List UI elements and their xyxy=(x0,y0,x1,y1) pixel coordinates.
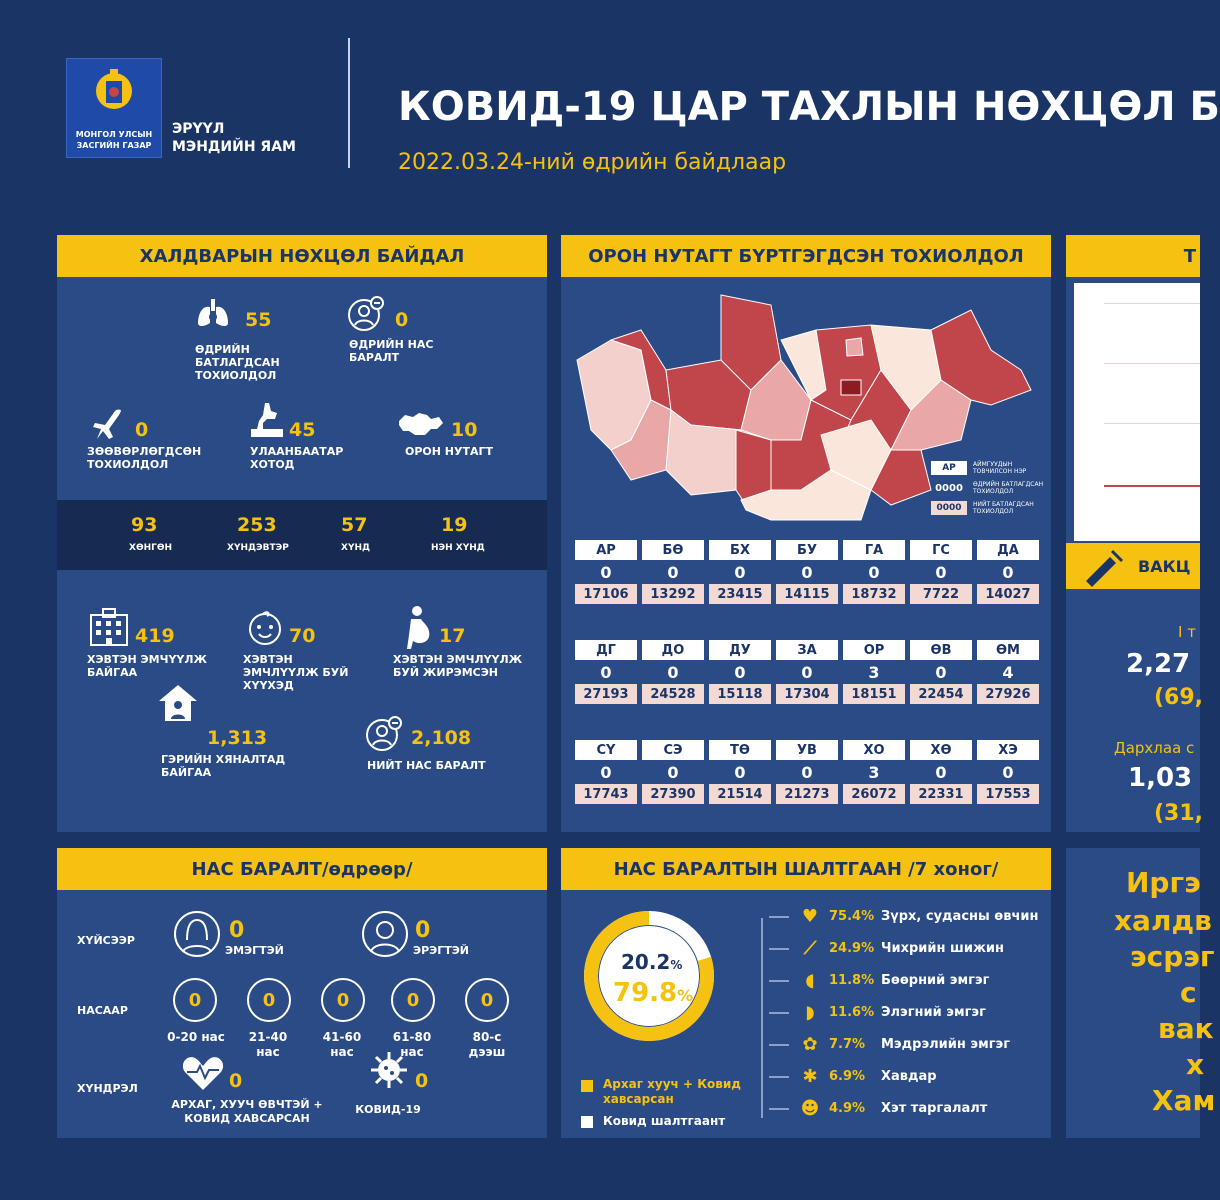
covid-only-label: КОВИД-19 xyxy=(355,1103,421,1116)
region-code: ДГ xyxy=(575,640,637,660)
page-subtitle: 2022.03.24-ний өдрийн байдлаар xyxy=(398,150,787,175)
ulaanbaatar-value: 45 xyxy=(289,419,316,441)
region-cell xyxy=(910,640,972,704)
region-code: ХО xyxy=(843,740,905,760)
severity-band xyxy=(57,500,547,570)
region-cell xyxy=(575,640,637,704)
region-daily: 0 xyxy=(667,562,679,582)
infection-heading: ХАЛДВАРЫН НӨХЦӨЛ БАЙДАЛ xyxy=(57,235,547,277)
region-daily: 0 xyxy=(1002,762,1014,782)
infection-panel xyxy=(57,235,547,832)
by-age-label: НАСААР xyxy=(77,1004,128,1017)
cause-tick xyxy=(769,1012,789,1014)
legend-yellow-label: Архаг хууч + Ковид хавсарсан xyxy=(603,1077,741,1106)
total-deaths-value: 2,108 xyxy=(411,727,472,749)
region-code: ГА xyxy=(843,540,905,560)
cause-item xyxy=(769,1002,986,1023)
booster-value: 1,03 xyxy=(1128,763,1193,793)
emblem xyxy=(66,58,162,158)
vaccine-heading: Т xyxy=(1066,235,1200,277)
donut-small-pct: 20.2% xyxy=(621,950,683,974)
region-total: 7722 xyxy=(910,584,972,604)
region-cell xyxy=(709,640,771,704)
region-total: 17106 xyxy=(575,584,637,604)
vaccine-section-bar xyxy=(1066,543,1200,589)
region-row xyxy=(575,540,1039,604)
severity-mild-label: ХӨНГӨН xyxy=(129,543,173,553)
age-61-80-value: 0 xyxy=(391,978,435,1022)
region-cell xyxy=(776,640,838,704)
page-title: КОВИД-19 ЦАР ТАХЛЫН НӨХЦӨЛ Б xyxy=(398,84,1220,130)
heart-pulse-icon xyxy=(181,1054,225,1092)
person-minus-icon-total xyxy=(365,715,403,753)
age-80-plus-value: 0 xyxy=(465,978,509,1022)
causes-panel xyxy=(561,848,1051,1138)
region-daily: 3 xyxy=(868,762,880,782)
cause-pct: 24.9% xyxy=(829,941,875,956)
kidney-icon: ◖ xyxy=(805,970,815,991)
region-total: 21514 xyxy=(709,784,771,804)
region-daily: 4 xyxy=(1002,662,1014,682)
ulaanbaatar-label: УЛААНБААТАР ХОТОД xyxy=(250,445,344,471)
severity-severe-label: ХҮНД xyxy=(341,543,371,553)
age-0-20-label: 0-20 нас xyxy=(167,1030,225,1044)
children-value: 70 xyxy=(289,625,316,647)
region-total: 18151 xyxy=(843,684,905,704)
causes-heading: НАС БАРАЛТЫН ШАЛТГААН /7 хоног/ xyxy=(561,848,1051,890)
cause-label: Мэдрэлийн эмгэг xyxy=(881,1037,1011,1052)
region-code: ДО xyxy=(642,640,704,660)
region-code: ЗА xyxy=(776,640,838,660)
daily-deaths-label: ӨДРИЙН НАС БАРАЛТ xyxy=(349,338,434,364)
region-row xyxy=(575,740,1039,804)
cause-pct: 6.9% xyxy=(829,1069,866,1084)
total-deaths-label: НИЙТ НАС БАРАЛТ xyxy=(367,759,486,772)
cause-tick xyxy=(769,948,789,950)
region-code: ӨМ xyxy=(977,640,1039,660)
region-code: ТӨ xyxy=(709,740,771,760)
region-cell xyxy=(575,740,637,804)
cause-donut-chart xyxy=(579,906,719,1046)
cause-item xyxy=(769,938,1004,959)
chart-gridline xyxy=(1104,303,1200,304)
region-cell xyxy=(575,540,637,604)
region-daily: 0 xyxy=(734,562,746,582)
legend-white-swatch xyxy=(581,1116,593,1128)
region-daily: 0 xyxy=(734,662,746,682)
region-total: 21273 xyxy=(776,784,838,804)
hospitalized-value: 419 xyxy=(135,625,175,647)
region-daily: 0 xyxy=(1002,562,1014,582)
female-value: 0 xyxy=(229,918,245,943)
home-label: ГЭРИЙН ХЯНАЛТАД БАЙГАА xyxy=(161,753,286,779)
region-code: УВ xyxy=(776,740,838,760)
cause-label: Зүрх, судасны өвчин xyxy=(881,909,1039,924)
legend-yellow-swatch xyxy=(581,1080,593,1092)
region-daily: 3 xyxy=(868,662,880,682)
rural-value: 10 xyxy=(451,419,478,441)
region-row xyxy=(575,640,1039,704)
region-total: 27926 xyxy=(977,684,1039,704)
imported-label: ЗӨӨВӨРЛӨГДСӨН ТОХИОЛДОЛ xyxy=(87,445,202,471)
daily-confirmed-label: ӨДРИЙН БАТЛАГДСАН ТОХИОЛДОЛ xyxy=(195,343,280,382)
cause-tick xyxy=(769,1044,789,1046)
region-total: 22454 xyxy=(910,684,972,704)
tumor-icon: ✱ xyxy=(802,1066,818,1087)
region-code: ӨВ xyxy=(910,640,972,660)
obesity-icon: ☻ xyxy=(800,1098,820,1119)
message-line: вак xyxy=(1158,1012,1214,1045)
cause-pct: 11.8% xyxy=(829,973,875,988)
region-cell xyxy=(642,740,704,804)
lungs-icon xyxy=(195,297,231,329)
hospital-icon xyxy=(87,607,131,647)
region-code: БХ xyxy=(709,540,771,560)
pregnant-icon xyxy=(403,605,435,649)
severity-critical-value: 19 xyxy=(441,514,468,536)
vaccine-section-label: ВАКЦ xyxy=(1138,557,1191,576)
pregnant-value: 17 xyxy=(439,625,466,647)
region-total: 17743 xyxy=(575,784,637,804)
cause-list xyxy=(769,906,1049,1136)
home-icon xyxy=(157,683,199,723)
age-21-40-value: 0 xyxy=(247,978,291,1022)
dose1-pct: (69, xyxy=(1154,685,1204,710)
pregnant-label: ХЭВТЭН ЭМЧЛҮҮЛЖ БУЙ ЖИРЭМСЭН xyxy=(393,653,523,679)
chart-gridline xyxy=(1104,423,1200,424)
region-total: 14027 xyxy=(977,584,1039,604)
daily-deaths-value: 0 xyxy=(395,309,409,331)
regions-panel xyxy=(561,235,1051,832)
region-code: АР xyxy=(575,540,637,560)
region-code: ОР xyxy=(843,640,905,660)
male-icon xyxy=(361,910,409,958)
age-41-60-value: 0 xyxy=(321,978,365,1022)
cause-pct: 11.6% xyxy=(829,1005,875,1020)
region-total: 17553 xyxy=(977,784,1039,804)
donut-large-pct: 79.8% xyxy=(613,978,694,1008)
cause-pct: 7.7% xyxy=(829,1037,866,1052)
legend-daily-label: ӨДРИЙН БАТЛАГДСАН ТОХИОЛДОЛ xyxy=(973,481,1044,495)
region-cell xyxy=(910,540,972,604)
severity-moderate-label: ХҮНДЭВТЭР xyxy=(227,543,289,553)
region-cell xyxy=(843,640,905,704)
rural-label: ОРОН НУТАГТ xyxy=(405,445,494,458)
cause-label: Чихрийн шижин xyxy=(881,941,1004,956)
syringe-icon xyxy=(1080,547,1126,585)
message-line: эсрэг xyxy=(1130,940,1215,973)
region-cell xyxy=(843,740,905,804)
severity-critical-label: НЭН ХҮНД xyxy=(431,543,485,553)
region-cell xyxy=(910,740,972,804)
covid-only-value: 0 xyxy=(415,1070,429,1092)
region-total: 27390 xyxy=(642,784,704,804)
baby-icon xyxy=(245,607,285,647)
liver-icon: ◗ xyxy=(805,1002,815,1023)
age-80-plus-label: 80-с дээш xyxy=(468,1030,506,1059)
by-complication-label: ХҮНДРЭЛ xyxy=(77,1082,138,1095)
legend-code-label: АЙМГУУДЫН ТОВЧИЛСОН НЭР xyxy=(973,461,1027,475)
children-label: ХЭВТЭН ЭМЧЛҮҮЛЖ БУЙ ХҮҮХЭД xyxy=(243,653,349,692)
region-total: 24528 xyxy=(642,684,704,704)
chronic-value: 0 xyxy=(229,1070,243,1092)
brain-icon: ✿ xyxy=(802,1034,818,1055)
region-code: СҮ xyxy=(575,740,637,760)
donut-large-pct-value: 79.8 xyxy=(613,978,678,1008)
region-code: БУ xyxy=(776,540,838,560)
region-daily: 0 xyxy=(667,762,679,782)
region-daily: 0 xyxy=(801,562,813,582)
age-41-60-label: 41-60 нас xyxy=(322,1030,362,1059)
region-total: 14115 xyxy=(776,584,838,604)
message-line: х xyxy=(1186,1048,1205,1081)
emblem-text: МОНГОЛ УЛСЫН ЗАСГИЙН ГАЗАР xyxy=(75,130,153,150)
home-value: 1,313 xyxy=(207,727,268,749)
region-code: ДУ xyxy=(709,640,771,660)
heart-icon: ♥ xyxy=(801,906,819,927)
region-cell xyxy=(977,540,1039,604)
by-sex-label: ХҮЙСЭЭР xyxy=(77,934,135,947)
mongolia-map-icon xyxy=(397,411,443,437)
region-daily: 0 xyxy=(935,762,947,782)
deaths-panel xyxy=(57,848,547,1138)
region-total: 18732 xyxy=(843,584,905,604)
age-0-20-value: 0 xyxy=(173,978,217,1022)
severity-mild-value: 93 xyxy=(131,514,158,536)
dose1-value: 2,27 xyxy=(1126,649,1191,679)
message-panel xyxy=(1066,848,1216,1138)
region-cell xyxy=(977,640,1039,704)
region-total: 26072 xyxy=(843,784,905,804)
deaths-heading: НАС БАРАЛТ/өдрөөр/ xyxy=(57,848,547,890)
severity-severe-value: 57 xyxy=(341,514,368,536)
region-daily: 0 xyxy=(801,762,813,782)
regions-heading: ОРОН НУТАГТ БҮРТГЭГДСЭН ТОХИОЛДОЛ xyxy=(561,235,1051,277)
severity-moderate-value: 253 xyxy=(237,514,277,536)
cause-item xyxy=(769,906,1038,927)
region-daily: 0 xyxy=(935,662,947,682)
region-code: ХЭ xyxy=(977,740,1039,760)
cause-label: Хавдар xyxy=(881,1069,937,1084)
person-minus-icon xyxy=(347,295,385,333)
donut-center xyxy=(599,926,699,1026)
hospitalized-label: ХЭВТЭН ЭМЧҮҮЛЖ БАЙГАА xyxy=(87,653,207,679)
imported-value: 0 xyxy=(135,419,149,441)
male-label: ЭРЭГТЭЙ xyxy=(413,944,469,957)
cause-item xyxy=(769,1066,937,1087)
region-daily: 0 xyxy=(600,762,612,782)
region-cell xyxy=(843,540,905,604)
message-line: Иргэ xyxy=(1126,866,1201,899)
region-daily: 0 xyxy=(801,662,813,682)
cause-label: Элэгний эмгэг xyxy=(881,1005,986,1020)
daily-confirmed-value: 55 xyxy=(245,309,272,331)
cause-tick xyxy=(769,1108,789,1110)
region-cell xyxy=(709,740,771,804)
cause-item xyxy=(769,1034,1010,1055)
region-cell xyxy=(977,740,1039,804)
cause-tick xyxy=(769,1076,789,1078)
airplane-icon xyxy=(89,405,129,445)
female-icon xyxy=(173,910,221,958)
region-code: ДА xyxy=(977,540,1039,560)
virus-icon xyxy=(369,1050,409,1090)
booster-pct: (31, xyxy=(1154,801,1204,826)
region-daily: 0 xyxy=(868,562,880,582)
legend-total-label: НИЙТ БАТЛАГДСАН ТОХИОЛДОЛ xyxy=(973,501,1034,515)
region-total: 13292 xyxy=(642,584,704,604)
cause-tick xyxy=(769,916,789,918)
mongolia-map xyxy=(571,290,1041,520)
region-daily: 0 xyxy=(734,762,746,782)
cause-pct: 4.9% xyxy=(829,1101,866,1116)
legend-total-box: 0000 xyxy=(931,501,967,515)
age-61-80-label: 61-80 нас xyxy=(392,1030,432,1059)
cause-item xyxy=(769,1098,987,1119)
donut-small-pct-value: 20.2 xyxy=(621,950,671,974)
region-cell xyxy=(776,740,838,804)
monument-icon xyxy=(247,399,287,439)
header-divider xyxy=(348,38,350,168)
region-cell xyxy=(776,540,838,604)
dose1-label: I т xyxy=(1178,623,1196,641)
message-line: с xyxy=(1180,976,1197,1009)
region-cell xyxy=(642,540,704,604)
region-total: 17304 xyxy=(776,684,838,704)
region-cell xyxy=(642,640,704,704)
booster-label: Дархлаа с xyxy=(1114,739,1195,757)
cause-tick xyxy=(769,980,789,982)
age-21-40-label: 21-40 нас xyxy=(248,1030,288,1059)
region-code: ГС xyxy=(910,540,972,560)
chart-gridline xyxy=(1104,363,1200,364)
legend-white-label: Ковид шалтгаант xyxy=(603,1114,726,1128)
female-label: ЭМЭГТЭЙ xyxy=(225,944,284,957)
region-cell xyxy=(709,540,771,604)
region-daily: 0 xyxy=(600,562,612,582)
region-daily: 0 xyxy=(935,562,947,582)
region-total: 23415 xyxy=(709,584,771,604)
vaccine-panel xyxy=(1066,235,1204,832)
ministry-name: ЭРҮҮЛ МЭНДИЙН ЯАМ xyxy=(172,121,296,155)
cause-label: Хэт таргалалт xyxy=(881,1101,988,1116)
region-code: ХӨ xyxy=(910,740,972,760)
chronic-label: АРХАГ, ХУУЧ ӨВЧТЭЙ + КОВИД ХАВСАРСАН xyxy=(171,1098,323,1125)
region-total: 27193 xyxy=(575,684,637,704)
region-total: 15118 xyxy=(709,684,771,704)
cause-bracket xyxy=(761,918,763,1118)
chart-line xyxy=(1104,485,1200,487)
male-value: 0 xyxy=(415,918,431,943)
legend-code-box: АР xyxy=(931,461,967,475)
legend-daily-box: 0000 xyxy=(935,482,963,494)
region-daily: 0 xyxy=(600,662,612,682)
cause-pct: 75.4% xyxy=(829,909,875,924)
message-line: халдв xyxy=(1114,904,1212,937)
cause-label: Бөөрний эмгэг xyxy=(881,973,990,988)
cause-item xyxy=(769,970,989,991)
vaccine-chart-area xyxy=(1074,283,1200,541)
region-daily: 0 xyxy=(667,662,679,682)
region-code: БӨ xyxy=(642,540,704,560)
region-total: 22331 xyxy=(910,784,972,804)
syringe-icon: ⟋ xyxy=(803,938,817,959)
message-line: Хам xyxy=(1152,1084,1216,1117)
region-code: СЭ xyxy=(642,740,704,760)
